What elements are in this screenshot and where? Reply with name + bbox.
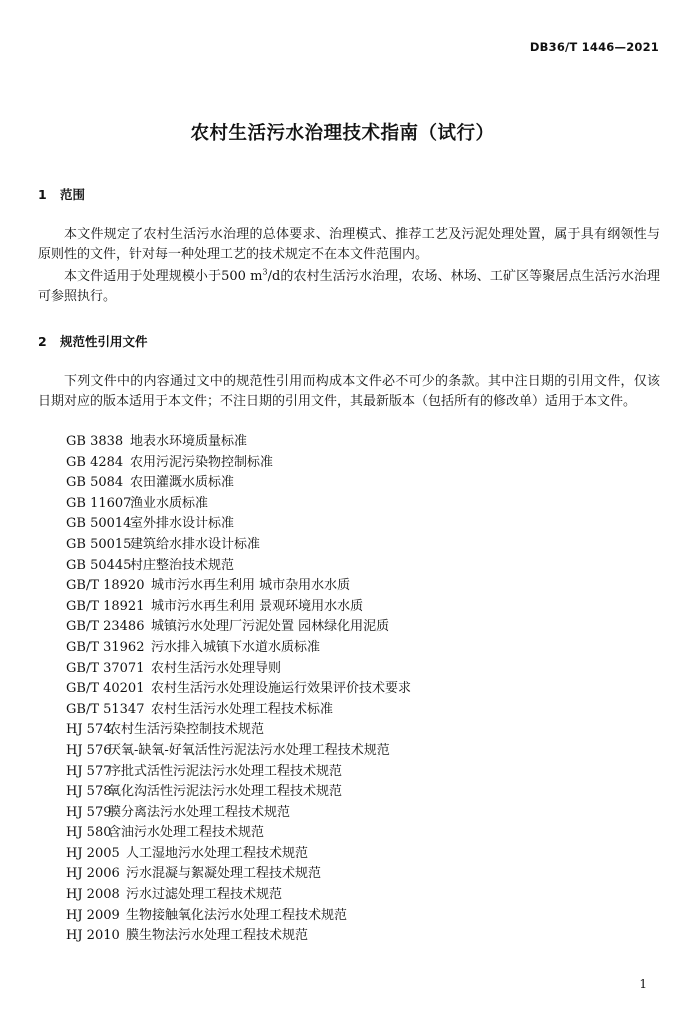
reference-item <box>66 864 411 885</box>
reference-title: 渔业水质标准 <box>130 495 209 511</box>
scope-paragraph-2 <box>38 267 660 307</box>
reference-title: 污水过滤处理工程技术规范 <box>126 887 283 903</box>
page-number: 1 <box>639 977 647 991</box>
reference-title: 农村生活污水处理设施运行效果评价技术要求 <box>151 681 412 697</box>
references-intro-paragraph: 下列文件中的内容通过文中的规范性引用而构成本文件必不可少的条款。其中注日期的引用文件，仅该日期对应的版本适用于本文件；不注日期的引用文件，其最新版本（包括所有的修改单）适用于本文件。 <box>38 374 660 409</box>
reference-item <box>66 576 411 597</box>
reference-title: 人工湿地污水处理工程技术规范 <box>126 845 309 861</box>
reference-item <box>66 762 411 783</box>
reference-code: HJ 576 <box>66 742 112 758</box>
reference-code: HJ 2009 <box>66 907 120 923</box>
scope-paragraph-1: 本文件规定了农村生活污水治理的总体要求、治理模式、推荐工艺及污泥处理处置，属于具有纲领性与原则性的文件，针对每一种处理工艺的技术规定不在本文件范围内。 <box>38 227 660 262</box>
reference-code: GB 50445 <box>66 557 132 573</box>
section-2-number: 2 <box>38 334 47 349</box>
reference-title: 厌氧-缺氧-好氧活性污泥法污水处理工程技术规范 <box>108 742 390 758</box>
reference-code: GB/T 37071 <box>66 660 145 676</box>
reference-title: 序批式活性污泥法污水处理工程技术规范 <box>108 763 343 779</box>
reference-item <box>66 885 411 906</box>
reference-title: 膜生物法污水处理工程技术规范 <box>126 928 309 944</box>
reference-item <box>66 741 411 762</box>
reference-code: HJ 2008 <box>66 887 120 903</box>
reference-title: 村庄整治技术规范 <box>130 557 235 573</box>
reference-item <box>66 535 411 556</box>
reference-code: GB 3838 <box>66 434 124 449</box>
reference-item <box>66 823 411 844</box>
reference-item <box>66 679 411 700</box>
reference-title: 城市污水再生利用 城市杂用水水质 <box>151 578 351 594</box>
reference-code: GB/T 40201 <box>66 681 145 697</box>
reference-code: HJ 580 <box>66 825 112 841</box>
document-title: 农村生活污水治理技术指南（试行） <box>190 123 495 144</box>
reference-item <box>66 432 411 453</box>
reference-title: 地表水环境质量标准 <box>130 434 248 449</box>
reference-item <box>66 617 411 638</box>
reference-item <box>66 638 411 659</box>
reference-item <box>66 906 411 927</box>
reference-item <box>66 926 411 947</box>
reference-code: GB/T 51347 <box>66 701 145 717</box>
reference-code: HJ 579 <box>66 804 112 820</box>
reference-code: GB 11607 <box>66 495 132 511</box>
reference-title: 污水排入城镇下水道水质标准 <box>151 639 321 655</box>
reference-title: 生物接触氧化法污水处理工程技术规范 <box>126 907 348 923</box>
reference-item <box>66 782 411 803</box>
normative-references-list <box>66 432 411 947</box>
scope-paragraph-2-part-2: /d的农村生活污水治理，农场、林场、工矿区等聚居点生活污水治理可参照执行。 <box>38 269 661 304</box>
reference-code: GB 5084 <box>66 475 124 491</box>
reference-item <box>66 597 411 618</box>
reference-code: GB/T 31962 <box>66 639 145 655</box>
reference-title: 污水混凝与絮凝处理工程技术规范 <box>126 866 322 882</box>
reference-title: 城市污水再生利用 景观环境用水水质 <box>151 598 364 614</box>
reference-code: GB 4284 <box>66 454 124 470</box>
scope-paragraph-2-part-1: 本文件适用于处理规模小于500 m <box>64 269 263 284</box>
section-2-title: 规范性引用文件 <box>60 334 148 349</box>
reference-item <box>66 700 411 721</box>
reference-item <box>66 494 411 515</box>
scope-paragraph-2-superscript: 3 <box>262 267 268 277</box>
reference-item <box>66 720 411 741</box>
reference-code: GB/T 23486 <box>66 619 145 635</box>
reference-item <box>66 844 411 865</box>
reference-title: 农村生活污水处理导则 <box>151 660 282 676</box>
reference-title: 室外排水设计标准 <box>130 516 235 532</box>
reference-title: 城镇污水处理厂污泥处置 园林绿化用泥质 <box>151 619 390 635</box>
reference-item <box>66 556 411 577</box>
reference-item <box>66 803 411 824</box>
reference-code: HJ 2010 <box>66 928 120 944</box>
reference-code: GB/T 18921 <box>66 598 145 614</box>
reference-code: HJ 577 <box>66 763 112 779</box>
reference-title: 氧化沟活性污泥法污水处理工程技术规范 <box>108 784 343 800</box>
reference-code: GB 50015 <box>66 536 132 552</box>
reference-item <box>66 514 411 535</box>
reference-title: 农村生活污染控制技术规范 <box>108 722 265 738</box>
reference-title: 农用污泥污染物控制标准 <box>130 454 274 470</box>
section-1-title: 范围 <box>60 187 86 202</box>
reference-code: GB 50014 <box>66 516 132 532</box>
reference-code: HJ 578 <box>66 784 112 800</box>
reference-item <box>66 453 411 474</box>
reference-title: 建筑给水排水设计标准 <box>130 536 261 552</box>
reference-title: 农田灌溉水质标准 <box>130 475 235 491</box>
reference-code: HJ 2006 <box>66 866 120 882</box>
reference-title: 膜分离法污水处理工程技术规范 <box>108 804 291 820</box>
reference-code: HJ 2005 <box>66 845 120 861</box>
reference-title: 农村生活污水处理工程技术标准 <box>151 701 334 717</box>
section-1-heading <box>38 185 85 203</box>
standard-code: DB36/T 1446—2021 <box>529 40 659 54</box>
reference-item <box>66 473 411 494</box>
reference-item <box>66 659 411 680</box>
section-2-heading <box>38 332 148 350</box>
section-1-number: 1 <box>38 187 47 202</box>
reference-code: HJ 574 <box>66 722 112 738</box>
reference-code: GB/T 18920 <box>66 578 145 594</box>
reference-title: 含油污水处理工程技术规范 <box>108 825 265 841</box>
